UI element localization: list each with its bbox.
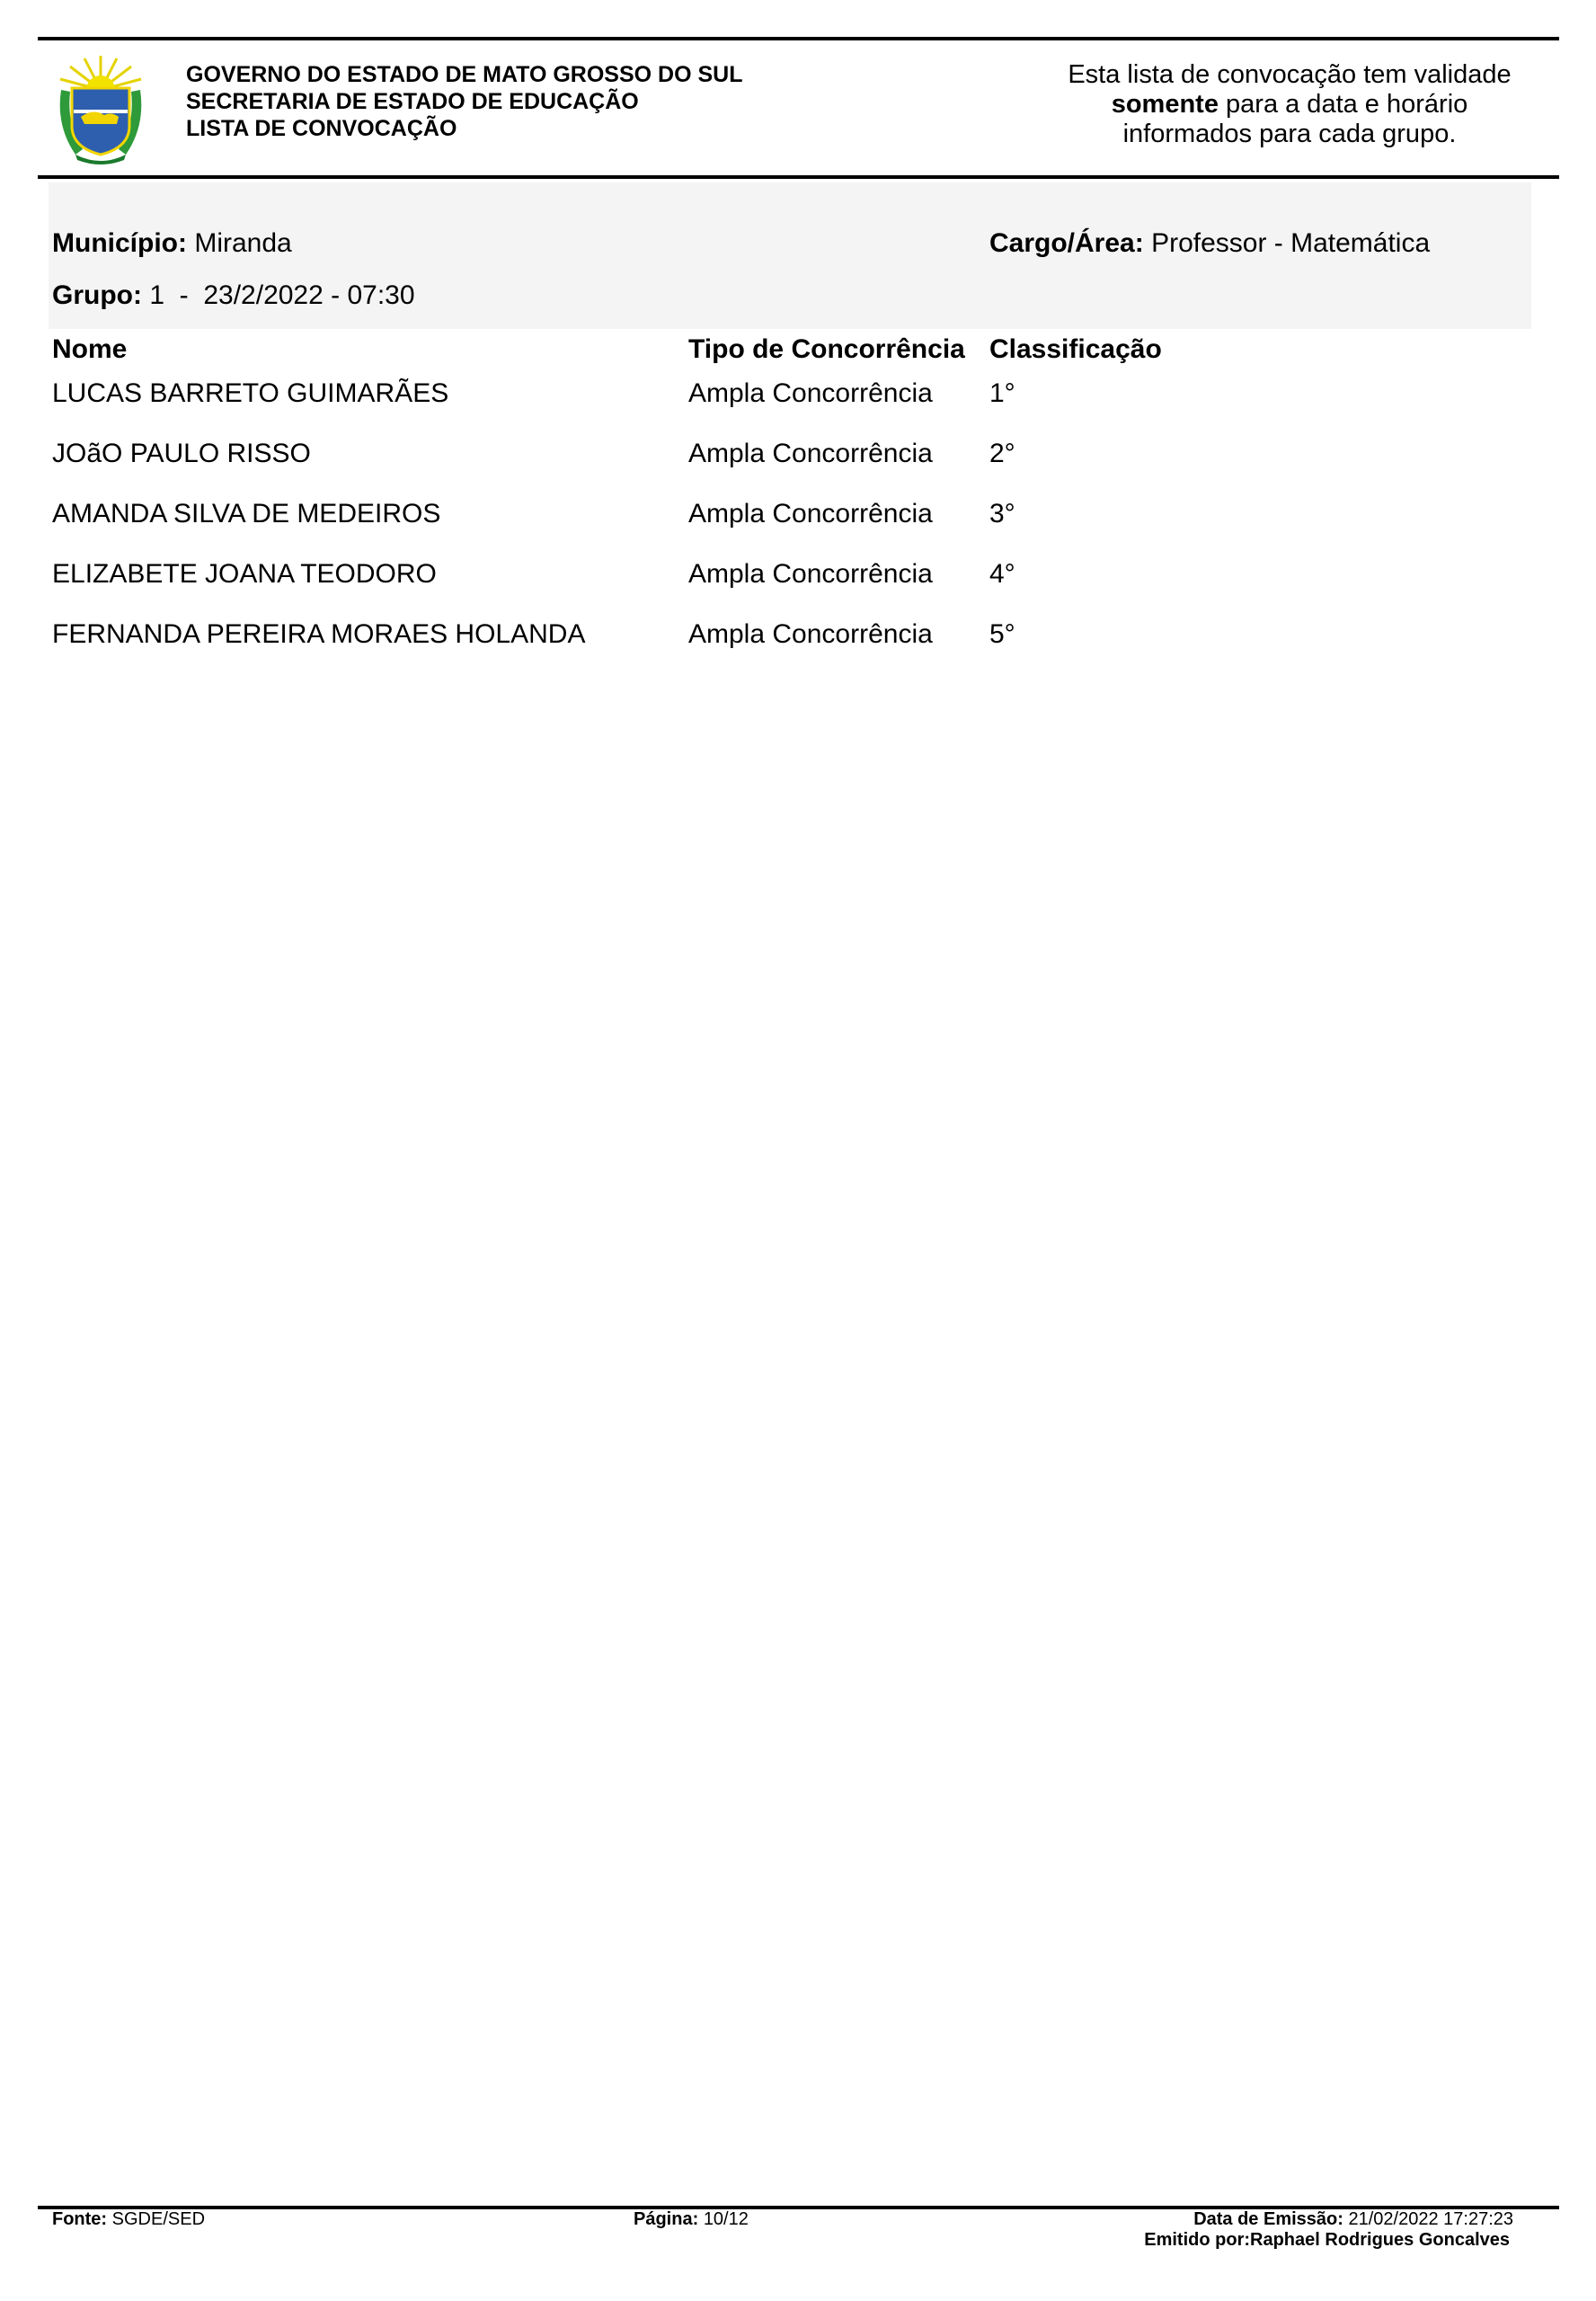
grupo-field: [52, 280, 415, 311]
candidate-name: FERNANDA PEREIRA MORAES HOLANDA: [52, 619, 586, 649]
footer-source: [52, 2209, 205, 2230]
top-divider: [38, 37, 1559, 40]
notice-line-1: Esta lista de convocação tem validade: [1068, 60, 1512, 89]
notice-line-2: [1042, 90, 1537, 120]
competition-type: Ampla Concorrência: [688, 499, 933, 529]
notice-line-2-rest: para a data e horário: [1218, 90, 1468, 119]
ranking: 3°: [989, 499, 1015, 529]
column-header-tipo: Tipo de Concorrência: [688, 334, 965, 364]
issued-by-value: Raphael Rodrigues Goncalves: [1250, 2230, 1510, 2250]
ranking: 4°: [989, 559, 1015, 589]
footer-issued-by: [1144, 2230, 1510, 2251]
ranking: 5°: [989, 619, 1015, 649]
page-label: Página:: [634, 2209, 699, 2229]
table-row: [0, 619, 1596, 655]
table-row: [0, 378, 1596, 414]
column-header-nome: Nome: [52, 334, 128, 364]
ranking: 2°: [989, 439, 1015, 468]
cargo-label: Cargo/Área:: [989, 228, 1144, 258]
ranking: 1°: [989, 378, 1015, 408]
grupo-label: Grupo:: [52, 280, 142, 310]
list-title: LISTA DE CONVOCAÇÃO: [186, 116, 457, 141]
footer-emission: [1193, 2209, 1513, 2230]
grupo-value: 1 - 23/2/2022 - 07:30: [149, 280, 415, 310]
candidate-name: JOãO PAULO RISSO: [52, 439, 311, 468]
table-row: [0, 439, 1596, 475]
table-row: [0, 499, 1596, 535]
government-title: GOVERNO DO ESTADO DE MATO GROSSO DO SUL: [186, 62, 743, 87]
candidate-name: AMANDA SILVA DE MEDEIROS: [52, 499, 441, 529]
competition-type: Ampla Concorrência: [688, 378, 933, 408]
validity-notice: [1042, 60, 1537, 149]
candidate-name: ELIZABETE JOANA TEODORO: [52, 559, 437, 589]
emission-label: Data de Emissão:: [1193, 2209, 1343, 2229]
competition-type: Ampla Concorrência: [688, 559, 933, 589]
source-value: SGDE/SED: [111, 2209, 206, 2229]
municipio-field: [52, 228, 292, 259]
source-label: Fonte:: [52, 2209, 108, 2229]
competition-type: Ampla Concorrência: [688, 439, 933, 468]
header-titles: [186, 61, 743, 142]
cargo-value: Professor - Matemática: [1151, 228, 1431, 258]
municipio-value: Miranda: [194, 228, 292, 258]
table-row: [0, 559, 1596, 595]
competition-type: Ampla Concorrência: [688, 619, 933, 649]
secretariat-title: SECRETARIA DE ESTADO DE EDUCAÇÃO: [186, 89, 639, 114]
municipio-label: Município:: [52, 228, 187, 258]
notice-emphasis: somente: [1111, 90, 1219, 119]
issued-by-label: Emitido por:: [1144, 2230, 1251, 2250]
emission-value: 21/02/2022 17:27:23: [1348, 2209, 1513, 2229]
state-coat-of-arms-icon: [52, 54, 149, 169]
cargo-field: [989, 228, 1430, 259]
notice-line-3: informados para cada grupo.: [1122, 120, 1457, 148]
page-value: 10/12: [703, 2209, 749, 2229]
column-header-classificacao: Classificação: [989, 334, 1162, 364]
header-divider: [38, 175, 1559, 179]
candidate-name: LUCAS BARRETO GUIMARÃES: [52, 378, 449, 408]
footer-page: [634, 2209, 749, 2230]
